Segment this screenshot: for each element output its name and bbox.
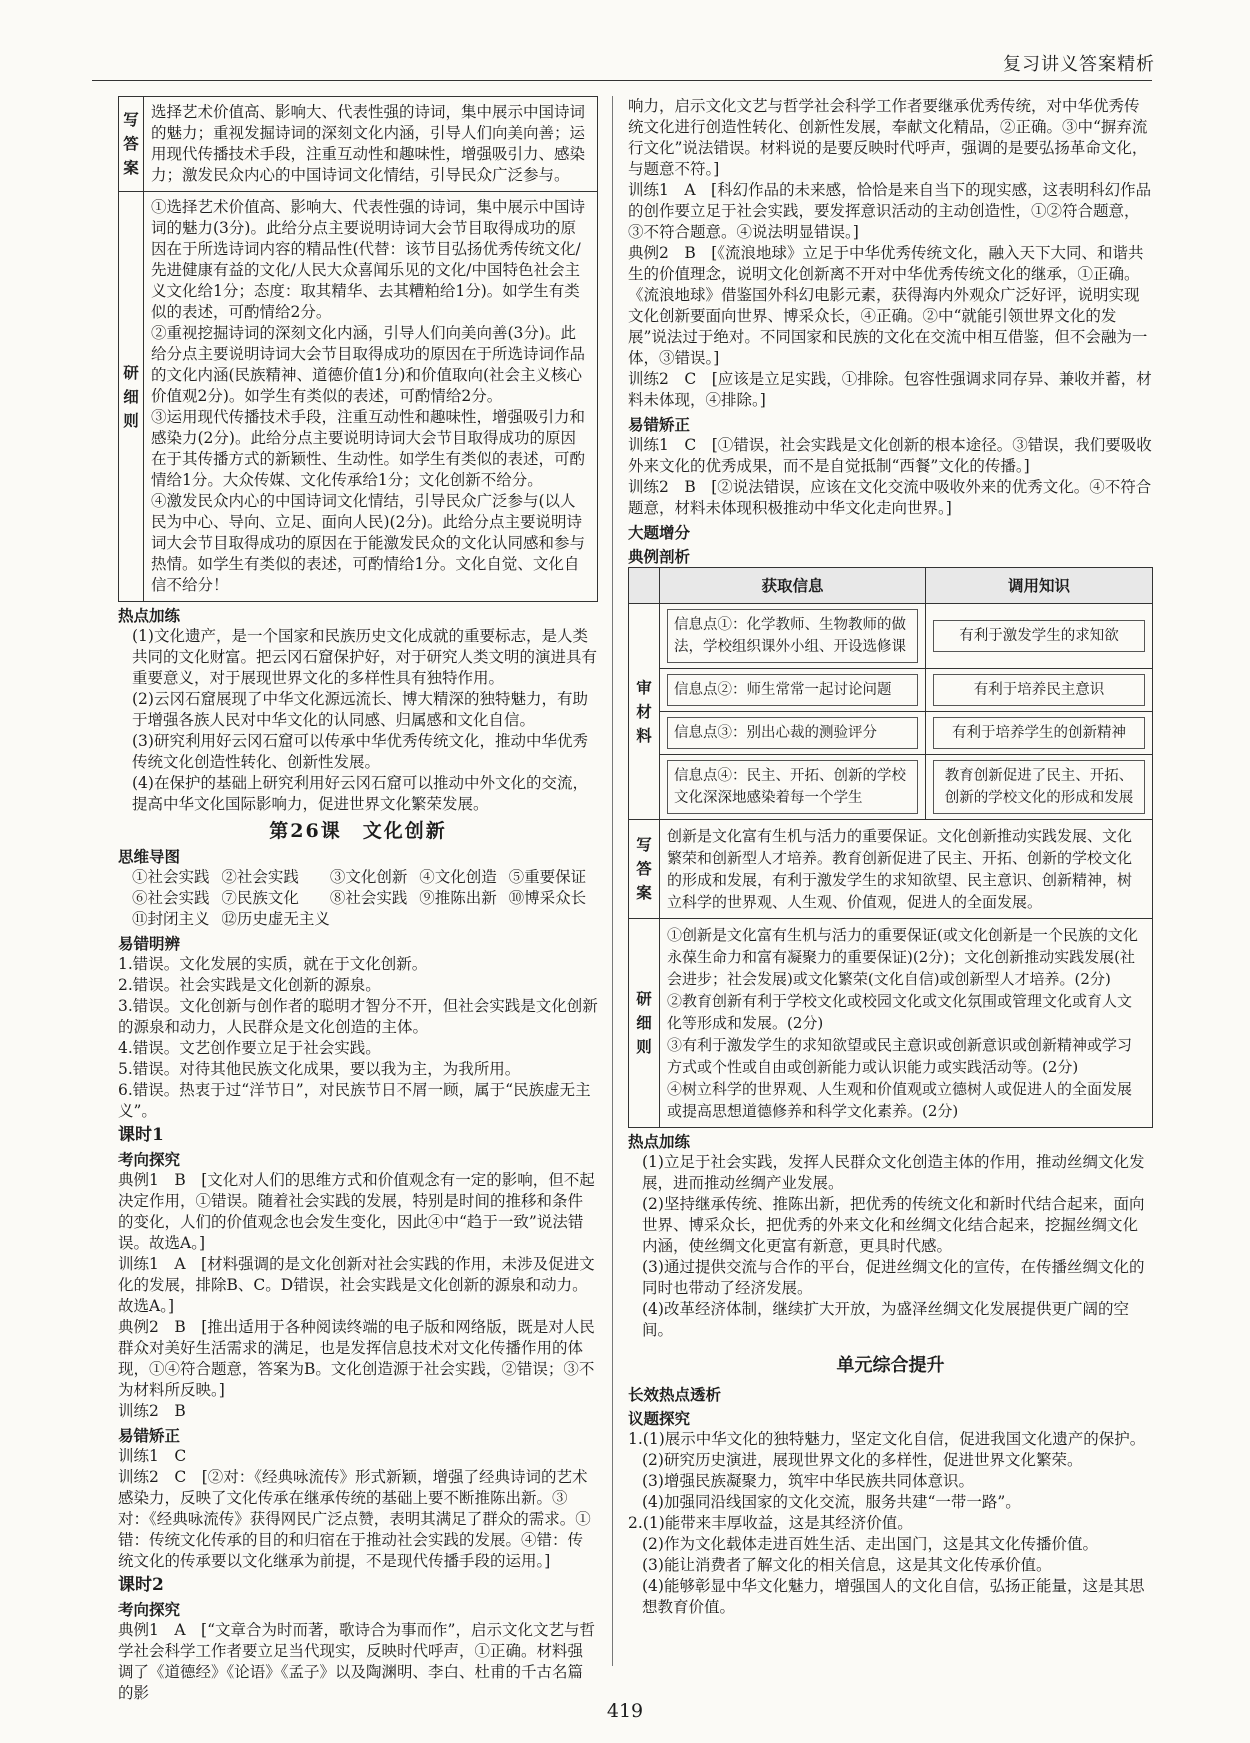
list-item: 典例2 B [《流浪地球》立足于中华优秀传统文化，融入天下大同、和谐共生的价值理念，说明文化创新离不开对中华优秀传统文化的继承，①正确。《流浪地球》借鉴国外科幻电影元素，获得海内外观众广泛好评，说明实现文化创新要面向世界、博采众长，④正确。②中“就能引领世界文化的发展”说法过于绝对。不同国家和民族的文化在交流中相互借鉴，但不会融为一体，③错误。] [628,244,1148,367]
row-label: 写答案 [629,820,660,919]
list-item: 2.(1)能带来丰厚收益，这是其经济价值。 [628,1514,913,1532]
table-header-row [629,568,1153,604]
info-point: 信息点①：化学教师、生物教师的做法，学校组织课外小组、开设选修课 [667,609,918,663]
table-row [119,97,598,192]
knowledge-cell [926,604,1153,669]
answer-text: 创新是文化富有生机与活力的重要保证。文化创新推动实践发展、文化繁荣和创新型人才培养。教育创新促进了民主、开拓、创新的学校文化的形成和发展，有利于激发学生的求知欲望、民主意识、创新精神，树立科学的世界观、人生观、价值观，促进人的全面发展。 [660,820,1153,919]
list-item: 训练2 C [应该是立足实践，①排除。包容性强调求同存异、兼收并蓄，材料未体现，④排除。] [628,370,1152,409]
list-item: (4)能够彰显中华文化魅力，增强国人的文化自信，弘扬正能量，这是其思想教育价值。 [642,1577,1145,1616]
table-row [629,669,1153,712]
rubric-item: ①选择艺术价值高、影响大、代表性强的诗词，集中展示中国诗词的魅力(3分)。此给分点主要说明诗词大会节目取得成功的原因在于所选诗词内容的精品性(代替：该节目弘扬优秀传统文化/先进健康有益的文化/人民大众喜闻乐见的文化/中国特色社会主义文化给1分；态度：取其精华、去其糟粕给1分)。如学生有类似的表述，可酌情给2分。 [151,198,586,321]
list-item: (1)文化遗产，是一个国家和民族历史文化成就的重要标志，是人类共同的文化财富。把云冈石窟保护好，对于研究人类文明的演进具有重要意义，对于展现世界文化的多样性具有独特作用。 [132,627,598,687]
list-item: 4.错误。文艺创作要立足于社会实践。 [118,1039,381,1057]
row-label: 研细则 [119,192,144,602]
rubric-cell [144,192,598,602]
mindmap-item: ③文化创新 [329,868,408,886]
knowledge-point: 有利于培养学生的创新精神 [933,717,1145,749]
table-row [629,712,1153,755]
row-label: 写答案 [119,97,144,192]
list-item: (3)通过提供交流与合作的平台，促进丝绸文化的宣传，在传播丝绸文化的同时也带动了经济发展。 [642,1258,1145,1297]
table-row [629,755,1153,820]
section-title: 典例剖析 [628,547,691,566]
table-row [629,604,1153,669]
table-row [119,192,598,602]
mindmap-answers [118,867,598,930]
knowledge-point: 教育创新促进了民主、开拓、创新的学校文化的形成和发展 [933,760,1145,814]
column-header: 调用知识 [926,568,1153,604]
list-item: 6.错误。热衷于过“洋节日”，对民族节日不屑一顾，属于“民族虚无主义”。 [118,1081,591,1120]
info-point: 信息点④：民主、开拓、创新的学校文化深深地感染着每一个学生 [667,760,918,814]
info-cell [660,712,926,755]
section-title: 易错矫正 [628,415,691,434]
rubric-item: ④树立科学的世界观、人生观和价值观或立德树人或促进人的全面发展或提高思想道德修养和科学文化素养。(2分) [667,1080,1133,1120]
list-item: 训练1 C [①错误，社会实践是文化创新的根本途径。③错误，我们要吸收外来文化的优秀成果，而不是自觉抵制“西餐”文化的传播。] [628,436,1152,475]
rubric-item: ④激发民众内心的中国诗词文化情结，引导民众广泛参与(以人民为中心、导向、立足、面向人民)(2分)。此给分点主要说明诗词大会节目取得成功的原因在于能激发民众的文化认同感和参与热情。如学生有类似的表述，可酌情给1分。文化自觉、文化自信不给分！ [151,492,586,594]
mindmap-item: ⑦民族文化 [221,889,299,907]
list-item: (2)作为文化载体走进百姓生活、走出国门，这是其文化传播价值。 [642,1535,1098,1553]
list-item: 1.(1)展示中华文化的独特魅力，坚定文化自信，促进我国文化遗产的保护。 [628,1430,1146,1448]
mindmap-item: ⑥社会实践 [132,889,210,907]
info-point: 信息点③：别出心裁的测验评分 [667,717,918,749]
analysis-table [628,567,1153,1128]
list-item: 训练2 B [②说法错误，应该在文化交流中吸收外来的优秀文化。④不符合题意，材料未体现积极推动中华文化走向世界。] [628,478,1152,517]
list-item: 响力，启示文化文艺与哲学社会科学工作者要继承优秀传统，对中华优秀传统文化进行创造性转化、创新性发展，奉献文化精品，②正确。③中“摒弃流行文化”说法错误。材料说的是要反映时代呼声，强调的是要弘扬革命文化，与题意不符。] [628,97,1148,178]
list-item: 训练1 A [材料强调的是文化创新对社会实践的作用，未涉及促进文化的发展，排除B、C。D错误，社会实践是文化创新的源泉和动力。故选A。] [118,1255,595,1315]
info-point: 信息点②：师生常常一起讨论问题 [667,674,918,706]
section-title: 长效热点透析 [628,1385,722,1404]
list-item: 典例1 B [文化对人们的思维方式和价值观念有一定的影响，但不起决定作用，①错误。随着社会实践的发展，特别是时间的推移和条件的变化，人们的价值观念也会发生变化，因此④中“趋于一致”说法错误。故选A。] [118,1171,595,1252]
rubric-item: ③运用现代传播技术手段，注重互动性和趣味性，增强吸引力和感染力(2分)。此给分点主要说明诗词大会节目取得成功的原因在于其传播方式的新颖性、生动性。如学生有类似的表述，可酌情给1分。大众传媒、文化传承给1分；文化创新不给分。 [151,408,586,489]
list-item: 典例1 A [“文章合为时而著，歌诗合为事而作”，启示文化文艺与哲学社会科学工作者要立足当代现实，反映时代呼声，①正确。材料强调了《道德经》《论语》《孟子》以及陶渊明、李白、杜甫的千古名篇的影 [118,1621,595,1702]
list-item: (2)云冈石窟展现了中华文化源远流长、博大精深的独特魅力，有助于增强各族人民对中华文化的认同感、归属感和文化自信。 [132,690,588,729]
mindmap-item: ⑪封闭主义 [132,910,210,928]
list-item: 5.错误。对待其他民族文化成果，要以我为主，为我所用。 [118,1060,521,1078]
knowledge-point: 有利于培养民主意识 [933,674,1145,706]
list-item: (4)在保护的基础上研究利用好云冈石窟可以推动中外文化的交流，提高中华文化国际影响力，促进世界文化繁荣发展。 [132,774,588,813]
knowledge-cell [926,712,1153,755]
info-cell [660,669,926,712]
list-item: (4)加强同沿线国家的文化交流，服务共建“一带一路”。 [642,1493,1021,1511]
table-row [629,820,1153,919]
list-item: 训练2 C [②对：《经典咏流传》形式新颖，增强了经典诗词的艺术感染力，反映了文化传承在继承传统的基础上要不断推陈出新。③对：《经典咏流传》获得网民广泛点赞，表明其满足了群众的需求。①错：传统文化传承的目的和归宿在于推动社会实践的发展。④错：传统文化的传承要以文化继承为前提，不是现代传播手段的运用。] [118,1468,591,1570]
list-item: (4)改革经济体制，继续扩大开放，为盛泽丝绸文化发展提供更广阔的空间。 [642,1300,1129,1339]
list-item: (3)能让消费者了解文化的相关信息，这是其文化传承价值。 [642,1556,1052,1574]
knowledge-cell [926,669,1153,712]
column-divider [612,96,613,1666]
section-title: 考向探究 [118,1600,181,1619]
page-header-title: 复习讲义答案精析 [1003,54,1155,75]
left-column [118,96,598,1704]
knowledge-cell [926,755,1153,820]
list-item: 典例2 B [推出适用于各种阅读终端的电子版和网络版，既是对人民群众对美好生活需求的满足，也是发挥信息技术对文化传播作用的体现，①④符合题意，答案为B。文化创造源于社会实践，②错误；③不为材料所反映。] [118,1318,595,1399]
column-header: 获取信息 [660,568,926,604]
row-label: 研细则 [629,919,660,1128]
list-item: 训练1 C [118,1447,187,1465]
mindmap-item: ⑧社会实践 [329,889,408,907]
row-label: 审材料 [629,604,660,820]
rubric-item: ②教育创新有利于学校文化或校园文化或文化氛围或管理文化或育人文化等形成和发展。(2分) [667,992,1133,1032]
list-item: 训练1 A [科幻作品的未来感，恰恰是来自当下的现实感，这表明科幻作品的创作要立足于社会实践，要发挥意识活动的主动创造性，①②符合题意，③不符合题意。④说法明显错误。] [628,181,1152,241]
section-title: 考向探究 [118,1150,181,1169]
answer-text: 选择艺术价值高、影响大、代表性强的诗词，集中展示中国诗词的魅力；重视发掘诗词的深刻文化内涵，引导人们向美向善；运用现代传播技术手段，注重互动性和趣味性，增强吸引力、感染力；激发民众内心的中国诗词文化情结，引导民众广泛参与。 [144,97,598,192]
rubric-item: ③有利于激发学生的求知欲望或民主意识或创新意识或创新精神或学习方式或个性或自由或创新能力或认识能力或实践活动等。(2分) [667,1036,1133,1076]
rubric-item: ①创新是文化富有生机与活力的重要保证(或文化创新是一个民族的文化永葆生命力和富有凝聚力的重要保证)(2分)；文化创新推动实践发展(社会进步；社会发展)或文化繁荣(文化自信)或创新型人才培养。(2分) [667,926,1138,988]
list-item: 训练2 B [118,1402,186,1420]
list-item: (1)立足于社会实践，发挥人民群众文化创造主体的作用，推动丝绸文化发展，进而推动丝绸产业发展。 [642,1153,1145,1192]
list-item: (3)增强民族凝聚力，筑牢中华民族共同体意识。 [642,1472,974,1490]
list-item: (2)研究历史演进，展现世界文化的多样性，促进世界文化繁荣。 [642,1451,1083,1469]
answer-rubric-table [118,96,598,602]
list-item: (3)研究利用好云冈石窟可以传承中华优秀传统文化，推动中华优秀传统文化创造性转化、创新性发展。 [132,732,588,771]
section-title: 热点加练 [628,1132,691,1151]
list-item: (2)坚持继承传统、推陈出新，把优秀的传统文化和新时代结合起来，面向世界、博采众长，把优秀的外来文化和丝绸文化结合起来，挖掘丝绸文化内涵，使丝绸文化更富有新意，更具时代感。 [642,1195,1145,1255]
mindmap-item: ⑩博采众长 [508,889,587,907]
list-item: 1.错误。文化发展的实质，就在于文化创新。 [118,955,428,973]
section-title: 易错矫正 [118,1426,181,1445]
mindmap-item: ⑫历史虚无主义 [221,910,330,928]
section-title: 议题探究 [628,1409,691,1428]
lesson-title: 第26课 文化创新 [269,820,447,842]
mindmap-item: ②社会实践 [221,868,299,886]
unit-title: 单元综合提升 [836,1355,945,1376]
info-cell [660,604,926,669]
lesson-period-title: 课时2 [118,1575,164,1595]
table-row [629,919,1153,1128]
mindmap-item: ⑨推陈出新 [419,889,497,907]
right-column [628,96,1153,1618]
section-title: 易错明辨 [118,934,181,953]
header-rule [92,80,1152,81]
mindmap-item: ④文化创造 [419,868,497,886]
lesson-period-title: 课时1 [118,1125,164,1145]
list-item: 2.错误。社会实践是文化创新的源泉。 [118,976,381,994]
mindmap-item: ⑤重要保证 [508,868,587,886]
knowledge-point: 有利于激发学生的求知欲 [933,620,1145,652]
page-number: 419 [606,1700,644,1722]
section-title: 热点加练 [118,606,181,625]
info-cell [660,755,926,820]
mindmap-item: ①社会实践 [132,868,210,886]
section-title: 思维导图 [118,847,181,866]
rubric-item: ②重视挖掘诗词的深刻文化内涵，引导人们向美向善(3分)。此给分点主要说明诗词大会节目取得成功的原因在于所选诗词作品的文化内涵(民族精神、道德价值1分)和价值取向(社会主义核心价值观2分)。如学生有类似的表述，可酌情给2分。 [151,324,586,405]
list-item: 3.错误。文化创新与创作者的聪明才智分不开，但社会实践是文化创新的源泉和动力，人民群众是文化创造的主体。 [118,997,598,1036]
section-title: 大题增分 [628,523,691,542]
rubric-cell [660,919,1153,1128]
